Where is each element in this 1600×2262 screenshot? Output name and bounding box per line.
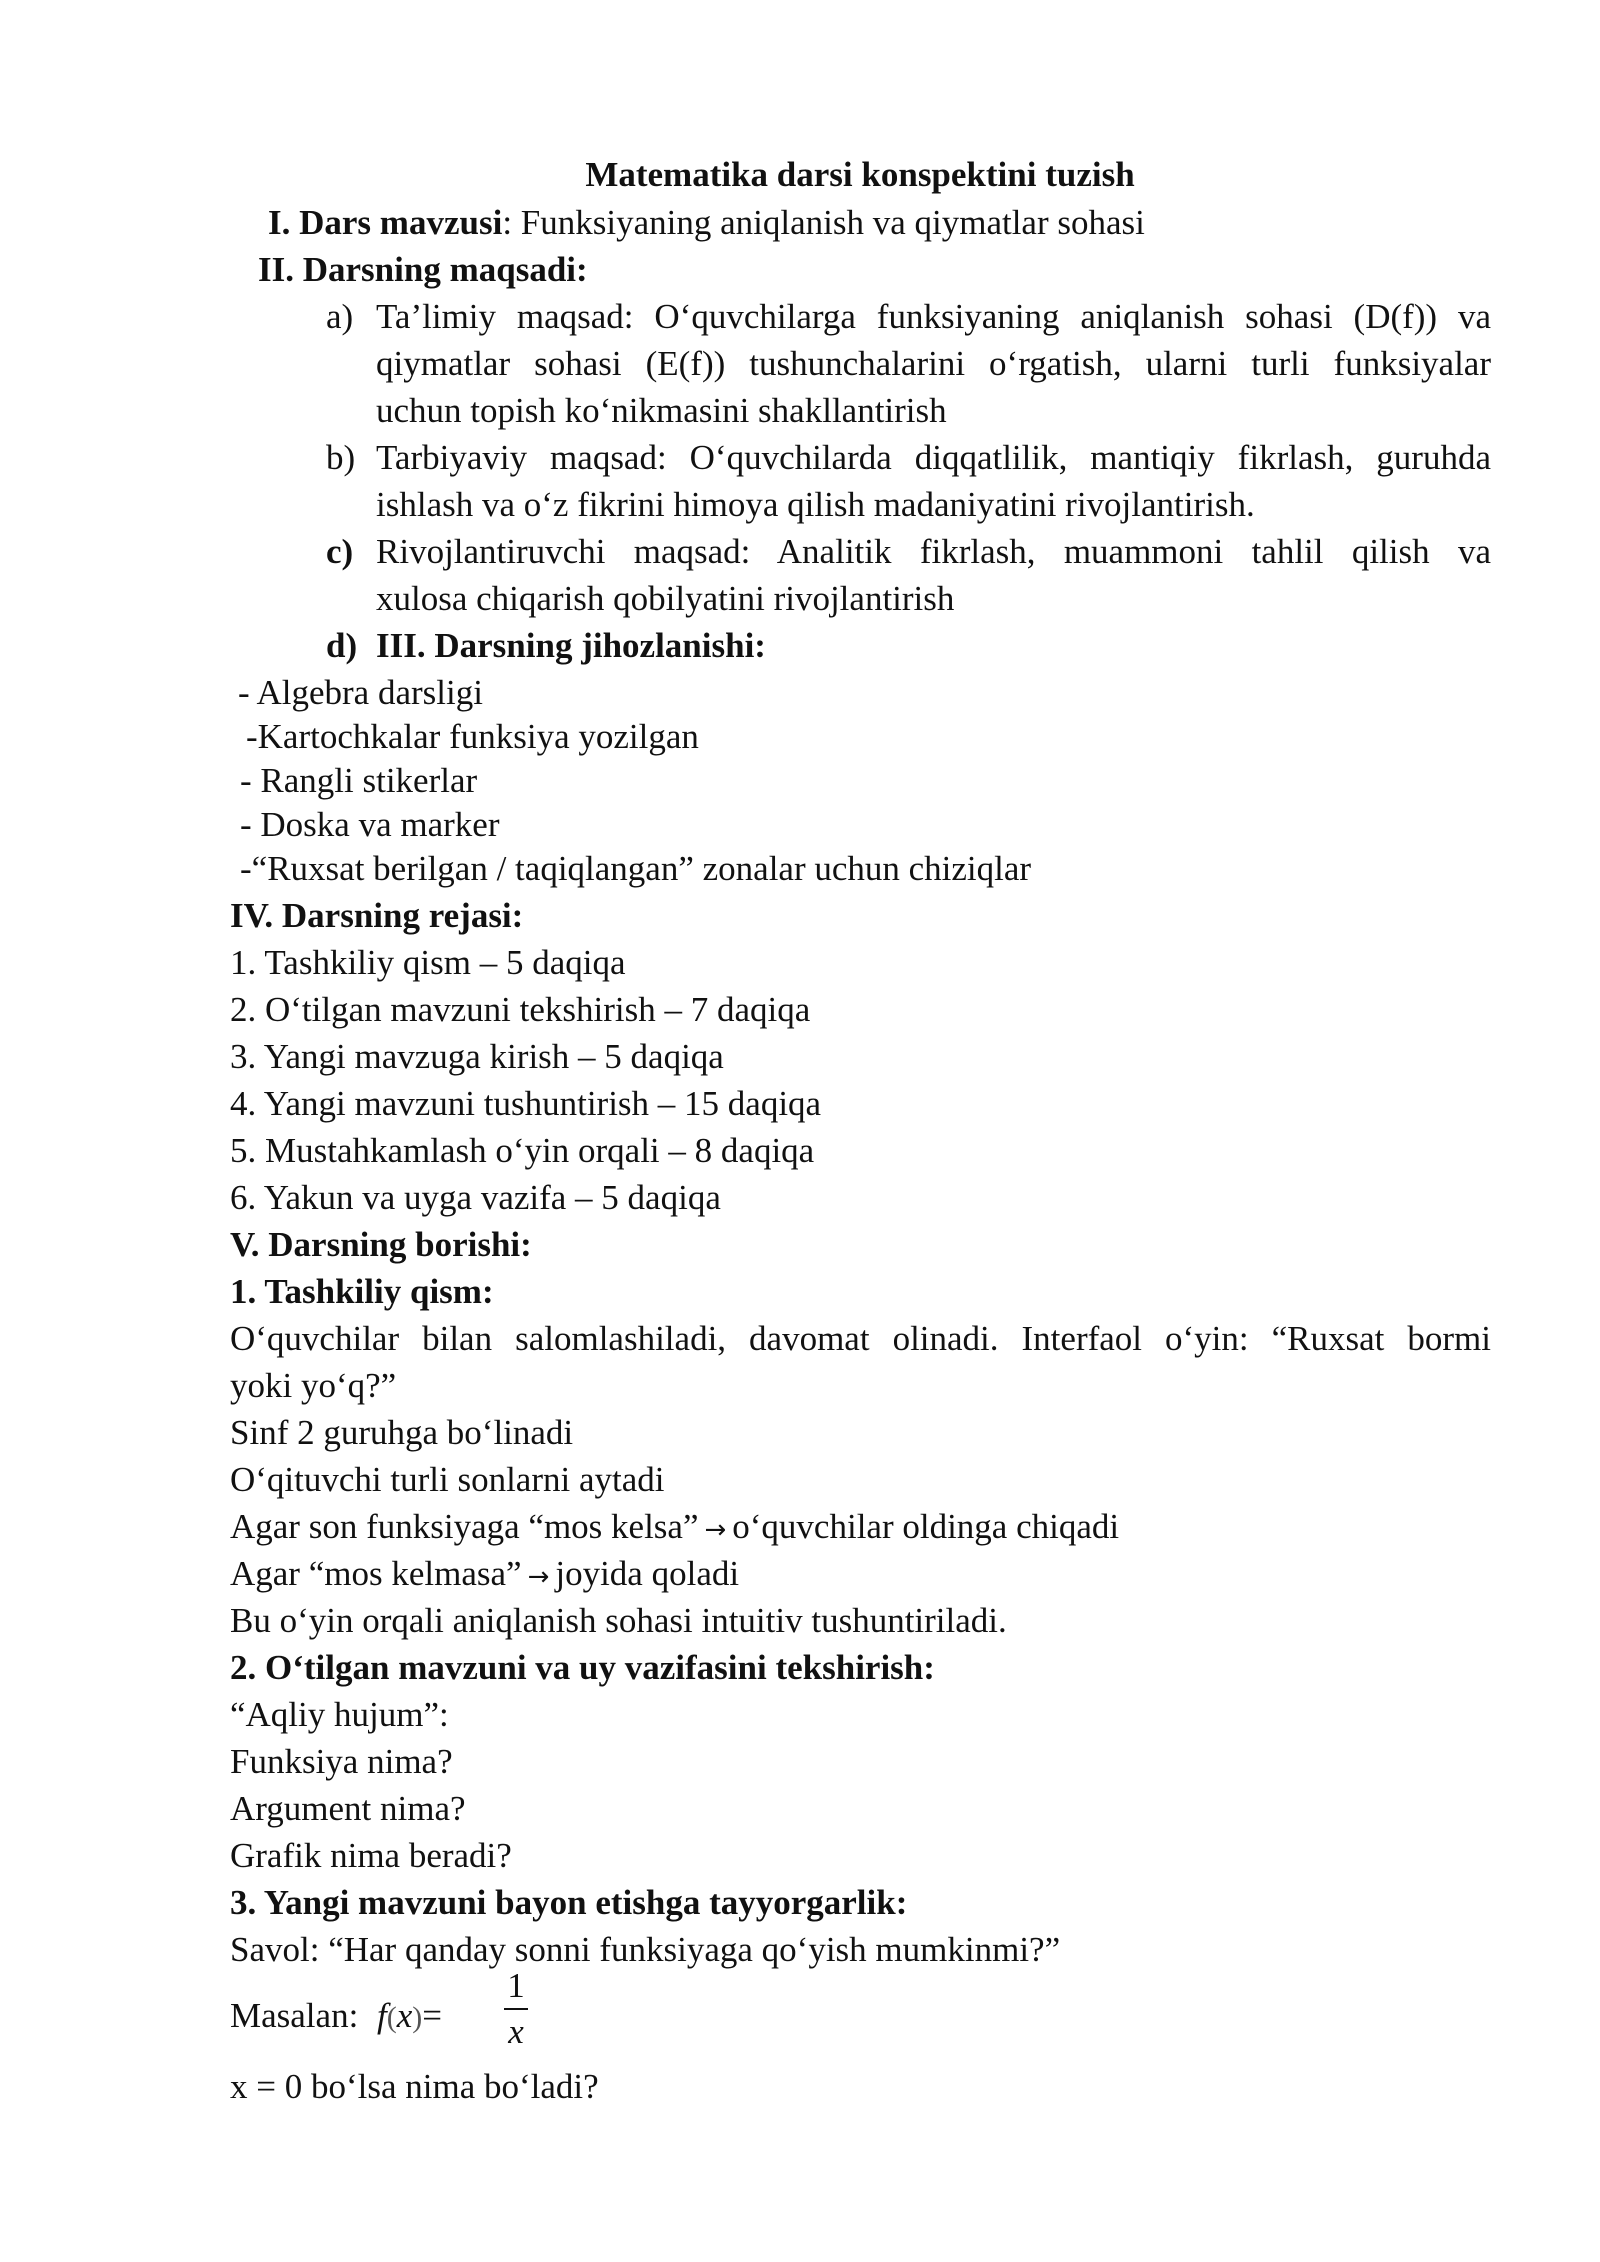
goal-a-marker: a) — [326, 297, 354, 336]
formula-fraction — [502, 1964, 530, 2054]
part-3-heading: 3. Yangi mavzuni bayon etishga tayyorgarlik: — [230, 1883, 908, 1922]
plan-item: 3. Yangi mavzuga kirish – 5 daqiqa — [230, 1037, 724, 1076]
part-1-teacher-line: O‘qituvchi turli sonlarni aytadi — [230, 1460, 665, 1499]
plan-item: 6. Yakun va uyga vazifa – 5 daqiqa — [230, 1178, 721, 1217]
part-1-rule-2 — [230, 1550, 739, 1601]
goal-c-line-2: xulosa chiqarish qobilyatini rivojlantirish — [376, 579, 955, 618]
rule-2-result: joyida qoladi — [555, 1554, 740, 1593]
goal-a-line-3: uchun topish ko‘nikmasini shakllantirish — [376, 391, 947, 430]
part-1-paragraph-line-2: yoki yo‘q?” — [230, 1366, 397, 1405]
formula-rparen: ) — [412, 2001, 423, 2034]
goal-b-line-2: ishlash va o‘z fikrini himoya qilish madaniyatini rivojlantirish. — [376, 485, 1255, 524]
equipment-item: - Doska va marker — [240, 805, 500, 844]
goal-b-line-1: Tarbiyaviy maqsad: O‘quvchilarda diqqatlilik, mantiqiy fikrlash, guruhda — [376, 438, 1491, 477]
part-2-line: Funksiya nima? — [230, 1742, 453, 1781]
part-2-heading: 2. O‘tilgan mavzuni va uy vazifasini tekshirish: — [230, 1648, 935, 1687]
plan-item: 2. O‘tilgan mavzuni tekshirish – 7 daqiqa — [230, 990, 811, 1029]
formula-f: f — [377, 1996, 387, 2035]
equipment-item: - Algebra darsligi — [238, 673, 483, 712]
section-4-heading: IV. Darsning rejasi: — [230, 896, 524, 935]
part-1-paragraph-line-1: O‘quvchilar bilan salomlashiladi, davomat olinadi. Interfaol o‘yin: “Ruxsat bormi — [230, 1319, 1491, 1358]
part-1-rule-1 — [230, 1503, 1119, 1554]
equipment-item: - Rangli stikerlar — [240, 761, 478, 800]
fraction-denominator: x — [508, 2012, 524, 2051]
rule-2-condition: Agar “mos kelmasa” — [230, 1554, 522, 1593]
goal-a-line-1: Ta’limiy maqsad: O‘quvchilarga funksiyaning aniqlanish sohasi (D(f)) va — [376, 297, 1491, 336]
part-2-line: Argument nima? — [230, 1789, 466, 1828]
plan-item: 1. Tashkiliy qism – 5 daqiqa — [230, 943, 626, 982]
equipment-item: -“Ruxsat berilgan / taqiqlangan” zonalar uchun chiziqlar — [240, 849, 1032, 888]
section-1-text: : Funksiyaning aniqlanish va qiymatlar sohasi — [502, 203, 1145, 242]
formula-x: x — [396, 1996, 413, 2035]
part-1-heading: 1. Tashkiliy qism: — [230, 1272, 494, 1311]
part-3-followup: x = 0 bo‘lsa nima bo‘ladi? — [230, 2067, 599, 2106]
formula-lhs — [377, 1992, 442, 2041]
section-3-heading: III. Darsning jihozlanishi: — [376, 626, 766, 665]
document-title: Matematika darsi konspektini tuzish — [585, 155, 1135, 194]
part-1-summary: Bu o‘yin orqali aniqlanish sohasi intuitiv tushuntiriladi. — [230, 1601, 1007, 1640]
goal-b-marker: b) — [326, 438, 356, 477]
plan-item: 4. Yangi mavzuni tushuntirish – 15 daqiqa — [230, 1084, 822, 1123]
part-2-line: “Aqliy hujum”: — [230, 1695, 449, 1734]
equipment-item: -Kartochkalar funksiya yozilgan — [246, 717, 699, 756]
section-2-heading: II. Darsning maqsadi: — [258, 250, 588, 289]
part-1-groups-line: Sinf 2 guruhga bo‘linadi — [230, 1413, 574, 1452]
rule-1-condition: Agar son funksiyaga “mos kelsa” — [230, 1507, 699, 1546]
example-label: Masalan: — [230, 1996, 359, 2035]
section-1-heading: I. Dars mavzusi — [268, 203, 503, 242]
fraction-numerator: 1 — [507, 1966, 525, 2005]
rule-1-result: o‘quvchilar oldinga chiqadi — [732, 1507, 1120, 1546]
goal-c-marker: c) — [326, 532, 354, 571]
plan-item: 5. Mustahkamlash o‘yin orqali – 8 daqiqa — [230, 1131, 815, 1170]
section-5-heading: V. Darsning borishi: — [230, 1225, 532, 1264]
formula-lparen: ( — [386, 2001, 397, 2034]
part-2-line: Grafik nima beradi? — [230, 1836, 512, 1875]
goal-a-line-2: qiymatlar sohasi (E(f)) tushunchalarini o‘rgatish, ularni turli funksiyalar — [376, 344, 1491, 383]
goal-d-marker: d) — [326, 626, 358, 665]
section-1 — [268, 199, 1145, 246]
arrow-right-icon: → — [527, 1562, 550, 1592]
formula-equals: = — [422, 1996, 443, 2035]
part-3-question: Savol: “Har qanday sonni funksiyaga qo‘yish mumkinmi?” — [230, 1930, 1061, 1969]
goal-c-line-1: Rivojlantiruvchi maqsad: Analitik fikrlash, muammoni tahlil qilish va — [376, 532, 1491, 571]
arrow-right-icon: → — [704, 1515, 727, 1545]
